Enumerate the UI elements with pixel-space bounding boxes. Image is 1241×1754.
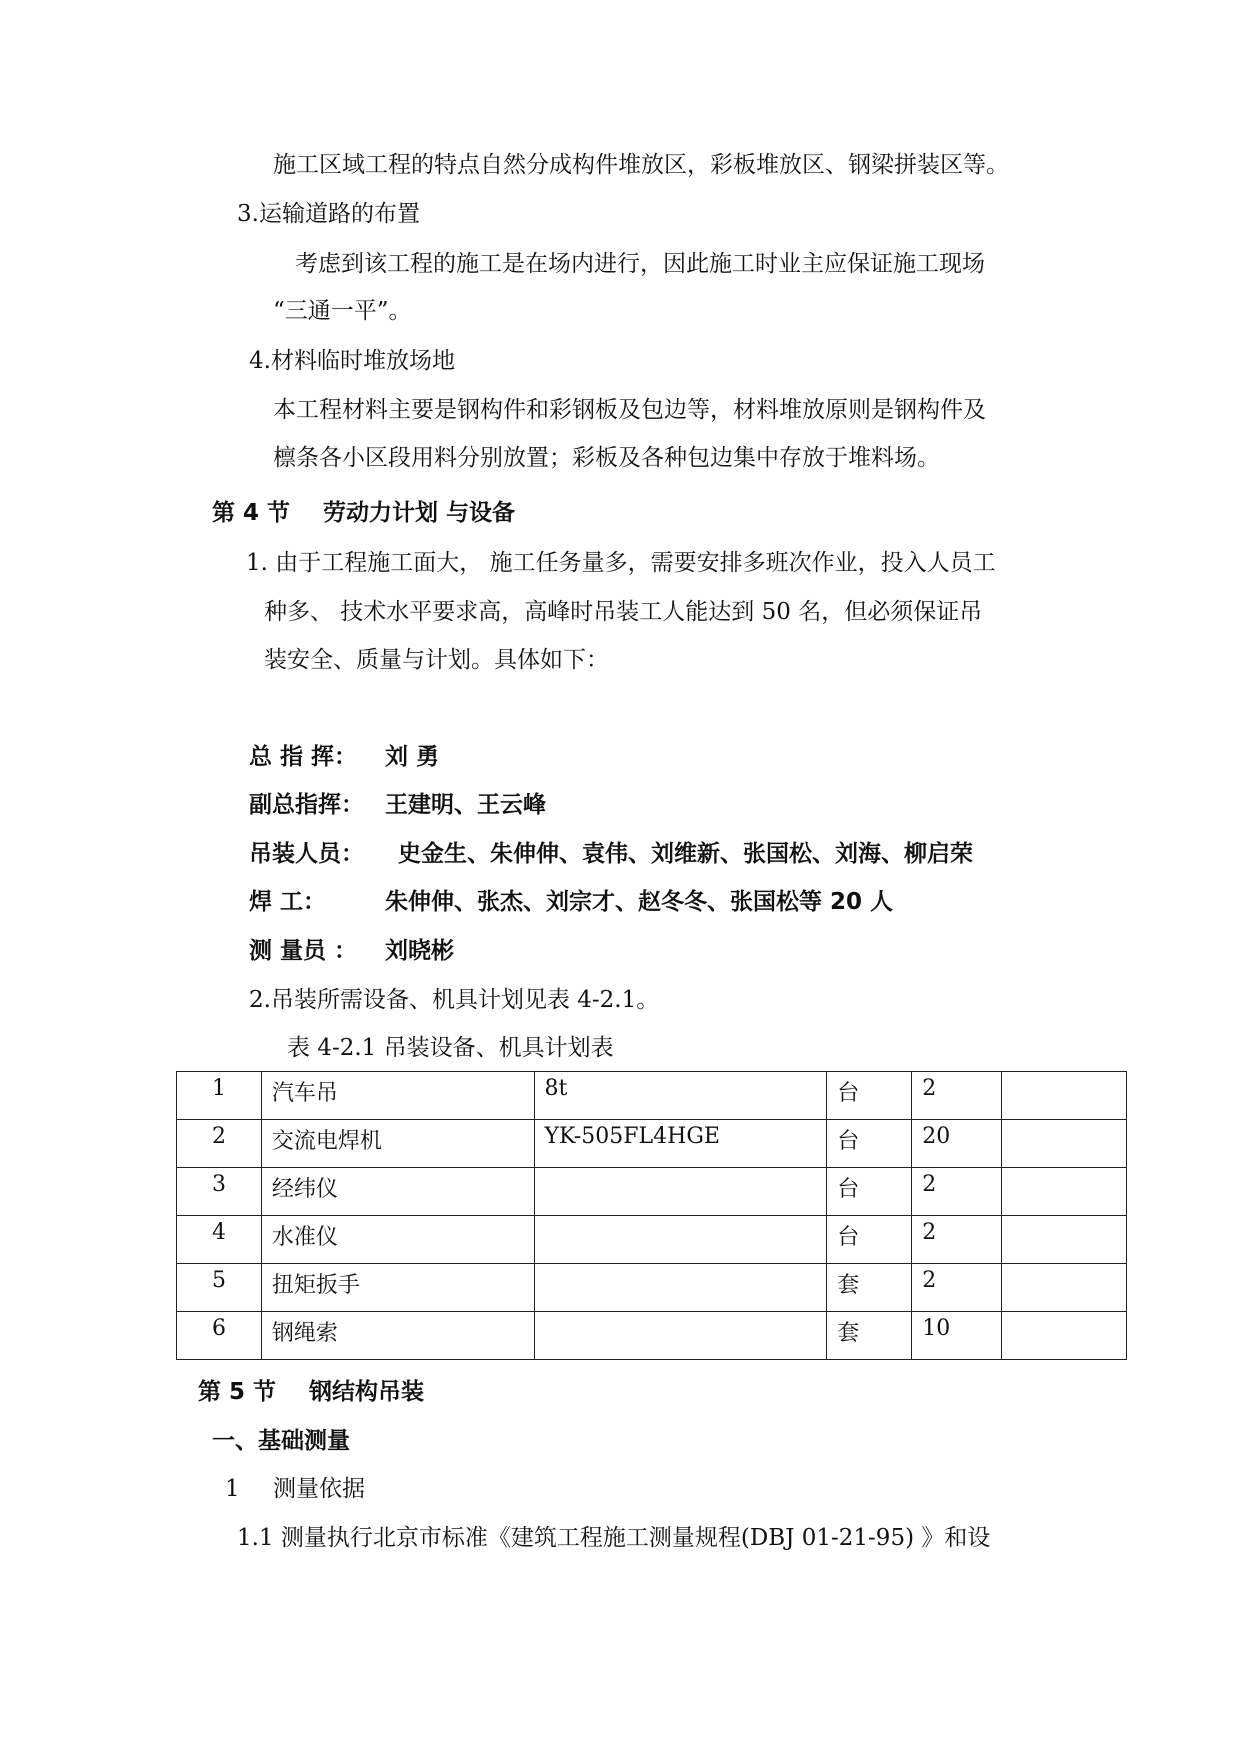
table-cell (534, 1216, 827, 1264)
table-cell (534, 1312, 827, 1360)
table-cell: 3 (177, 1168, 262, 1216)
table-cell: 2 (912, 1072, 1002, 1120)
table-cell (1002, 1264, 1127, 1312)
table-row (177, 1120, 1127, 1168)
table-cell (534, 1168, 827, 1216)
item-number: 1 (225, 1476, 240, 1502)
text-line: 1.1 测量执行北京市标准《建筑工程施工测量规程(DBJ 01-21-95) 》和设 (237, 1525, 991, 1551)
staff-value: 朱伸伸、张杰、刘宗才、赵冬冬、张国松等 20 人 (385, 889, 894, 915)
staff-label: 副总指挥： (249, 792, 364, 818)
text-line: “三通一平”。 (273, 298, 412, 324)
table-cell (1002, 1168, 1127, 1216)
item-text: 测量依据 (273, 1476, 365, 1502)
table-cell: 10 (912, 1312, 1002, 1360)
table-row (177, 1264, 1127, 1312)
table-cell (1002, 1120, 1127, 1168)
table-cell: 水准仪 (261, 1216, 534, 1264)
text-line: 本工程材料主要是钢构件和彩钢板及包边等，材料堆放原则是钢构件及 (273, 397, 986, 423)
equipment-note: 2.吊装所需设备、机具计划见表 4-2.1。 (249, 987, 660, 1013)
table-cell (534, 1264, 827, 1312)
table-row (177, 1216, 1127, 1264)
staff-label: 测 量员 ： (249, 938, 358, 964)
staff-label: 焊 工： (249, 889, 327, 915)
table-cell: 20 (912, 1120, 1002, 1168)
table-cell: YK-505FL4HGE (534, 1120, 827, 1168)
text-line: 施工区域工程的特点自然分成构件堆放区，彩板堆放区、钢梁拼装区等。 (273, 152, 1009, 178)
staff-label: 总 指 挥： (249, 744, 358, 770)
heading-transport-road: 3.运输道路的布置 (237, 201, 420, 227)
heading-material-storage: 4.材料临时堆放场地 (249, 348, 455, 374)
table-cell: 经纬仪 (261, 1168, 534, 1216)
table-cell: 套 (827, 1312, 912, 1360)
table-cell: 6 (177, 1312, 262, 1360)
section-4-title: 劳动力计划 与设备 (323, 500, 516, 526)
table-cell (1002, 1216, 1127, 1264)
equipment-table (176, 1071, 1127, 1360)
staff-value: 王建明、王云峰 (385, 792, 546, 818)
table-cell (1002, 1312, 1127, 1360)
table-cell: 钢绳索 (261, 1312, 534, 1360)
table-row (177, 1072, 1127, 1120)
staff-value: 史金生、朱伸伸、袁伟、刘维新、张国松、刘海、柳启荣 (398, 841, 973, 867)
table-cell: 4 (177, 1216, 262, 1264)
staff-value: 刘晓彬 (385, 938, 454, 964)
table-cell: 2 (912, 1264, 1002, 1312)
text-line: 考虑到该工程的施工是在场内进行，因此施工时业主应保证施工现场 (295, 251, 985, 277)
table-cell: 2 (912, 1216, 1002, 1264)
subsection-heading: 一、基础测量 (212, 1428, 350, 1454)
table-cell: 扭矩扳手 (261, 1264, 534, 1312)
table-cell: 8t (534, 1072, 827, 1120)
table-cell (1002, 1072, 1127, 1120)
table-cell: 台 (827, 1120, 912, 1168)
table-row (177, 1168, 1127, 1216)
section-5-title: 钢结构吊装 (309, 1379, 424, 1405)
table-cell: 汽车吊 (261, 1072, 534, 1120)
table-cell: 2 (912, 1168, 1002, 1216)
text-line: 檩条各小区段用料分别放置；彩板及各种包边集中存放于堆料场。 (273, 445, 940, 471)
text-line: 1. 由于工程施工面大， 施工任务量多，需要安排多班次作业，投入人员工 (246, 550, 996, 576)
table-caption: 表 4-2.1 吊装设备、机具计划表 (287, 1035, 614, 1061)
table-cell: 套 (827, 1264, 912, 1312)
table-cell: 交流电焊机 (261, 1120, 534, 1168)
text-line: 种多、 技术水平要求高，高峰时吊装工人能达到 50 名，但必须保证吊 (264, 599, 983, 625)
section-4-number: 第 4 节 (212, 500, 291, 526)
table-cell: 台 (827, 1216, 912, 1264)
table-row (177, 1312, 1127, 1360)
table-cell: 台 (827, 1168, 912, 1216)
text-line: 装安全、质量与计划。具体如下： (264, 647, 609, 673)
table-cell: 5 (177, 1264, 262, 1312)
table-cell: 台 (827, 1072, 912, 1120)
table-cell: 1 (177, 1072, 262, 1120)
table-cell: 2 (177, 1120, 262, 1168)
staff-label: 吊装人员： (249, 841, 364, 867)
section-5-number: 第 5 节 (198, 1379, 277, 1405)
staff-value: 刘 勇 (385, 744, 440, 770)
